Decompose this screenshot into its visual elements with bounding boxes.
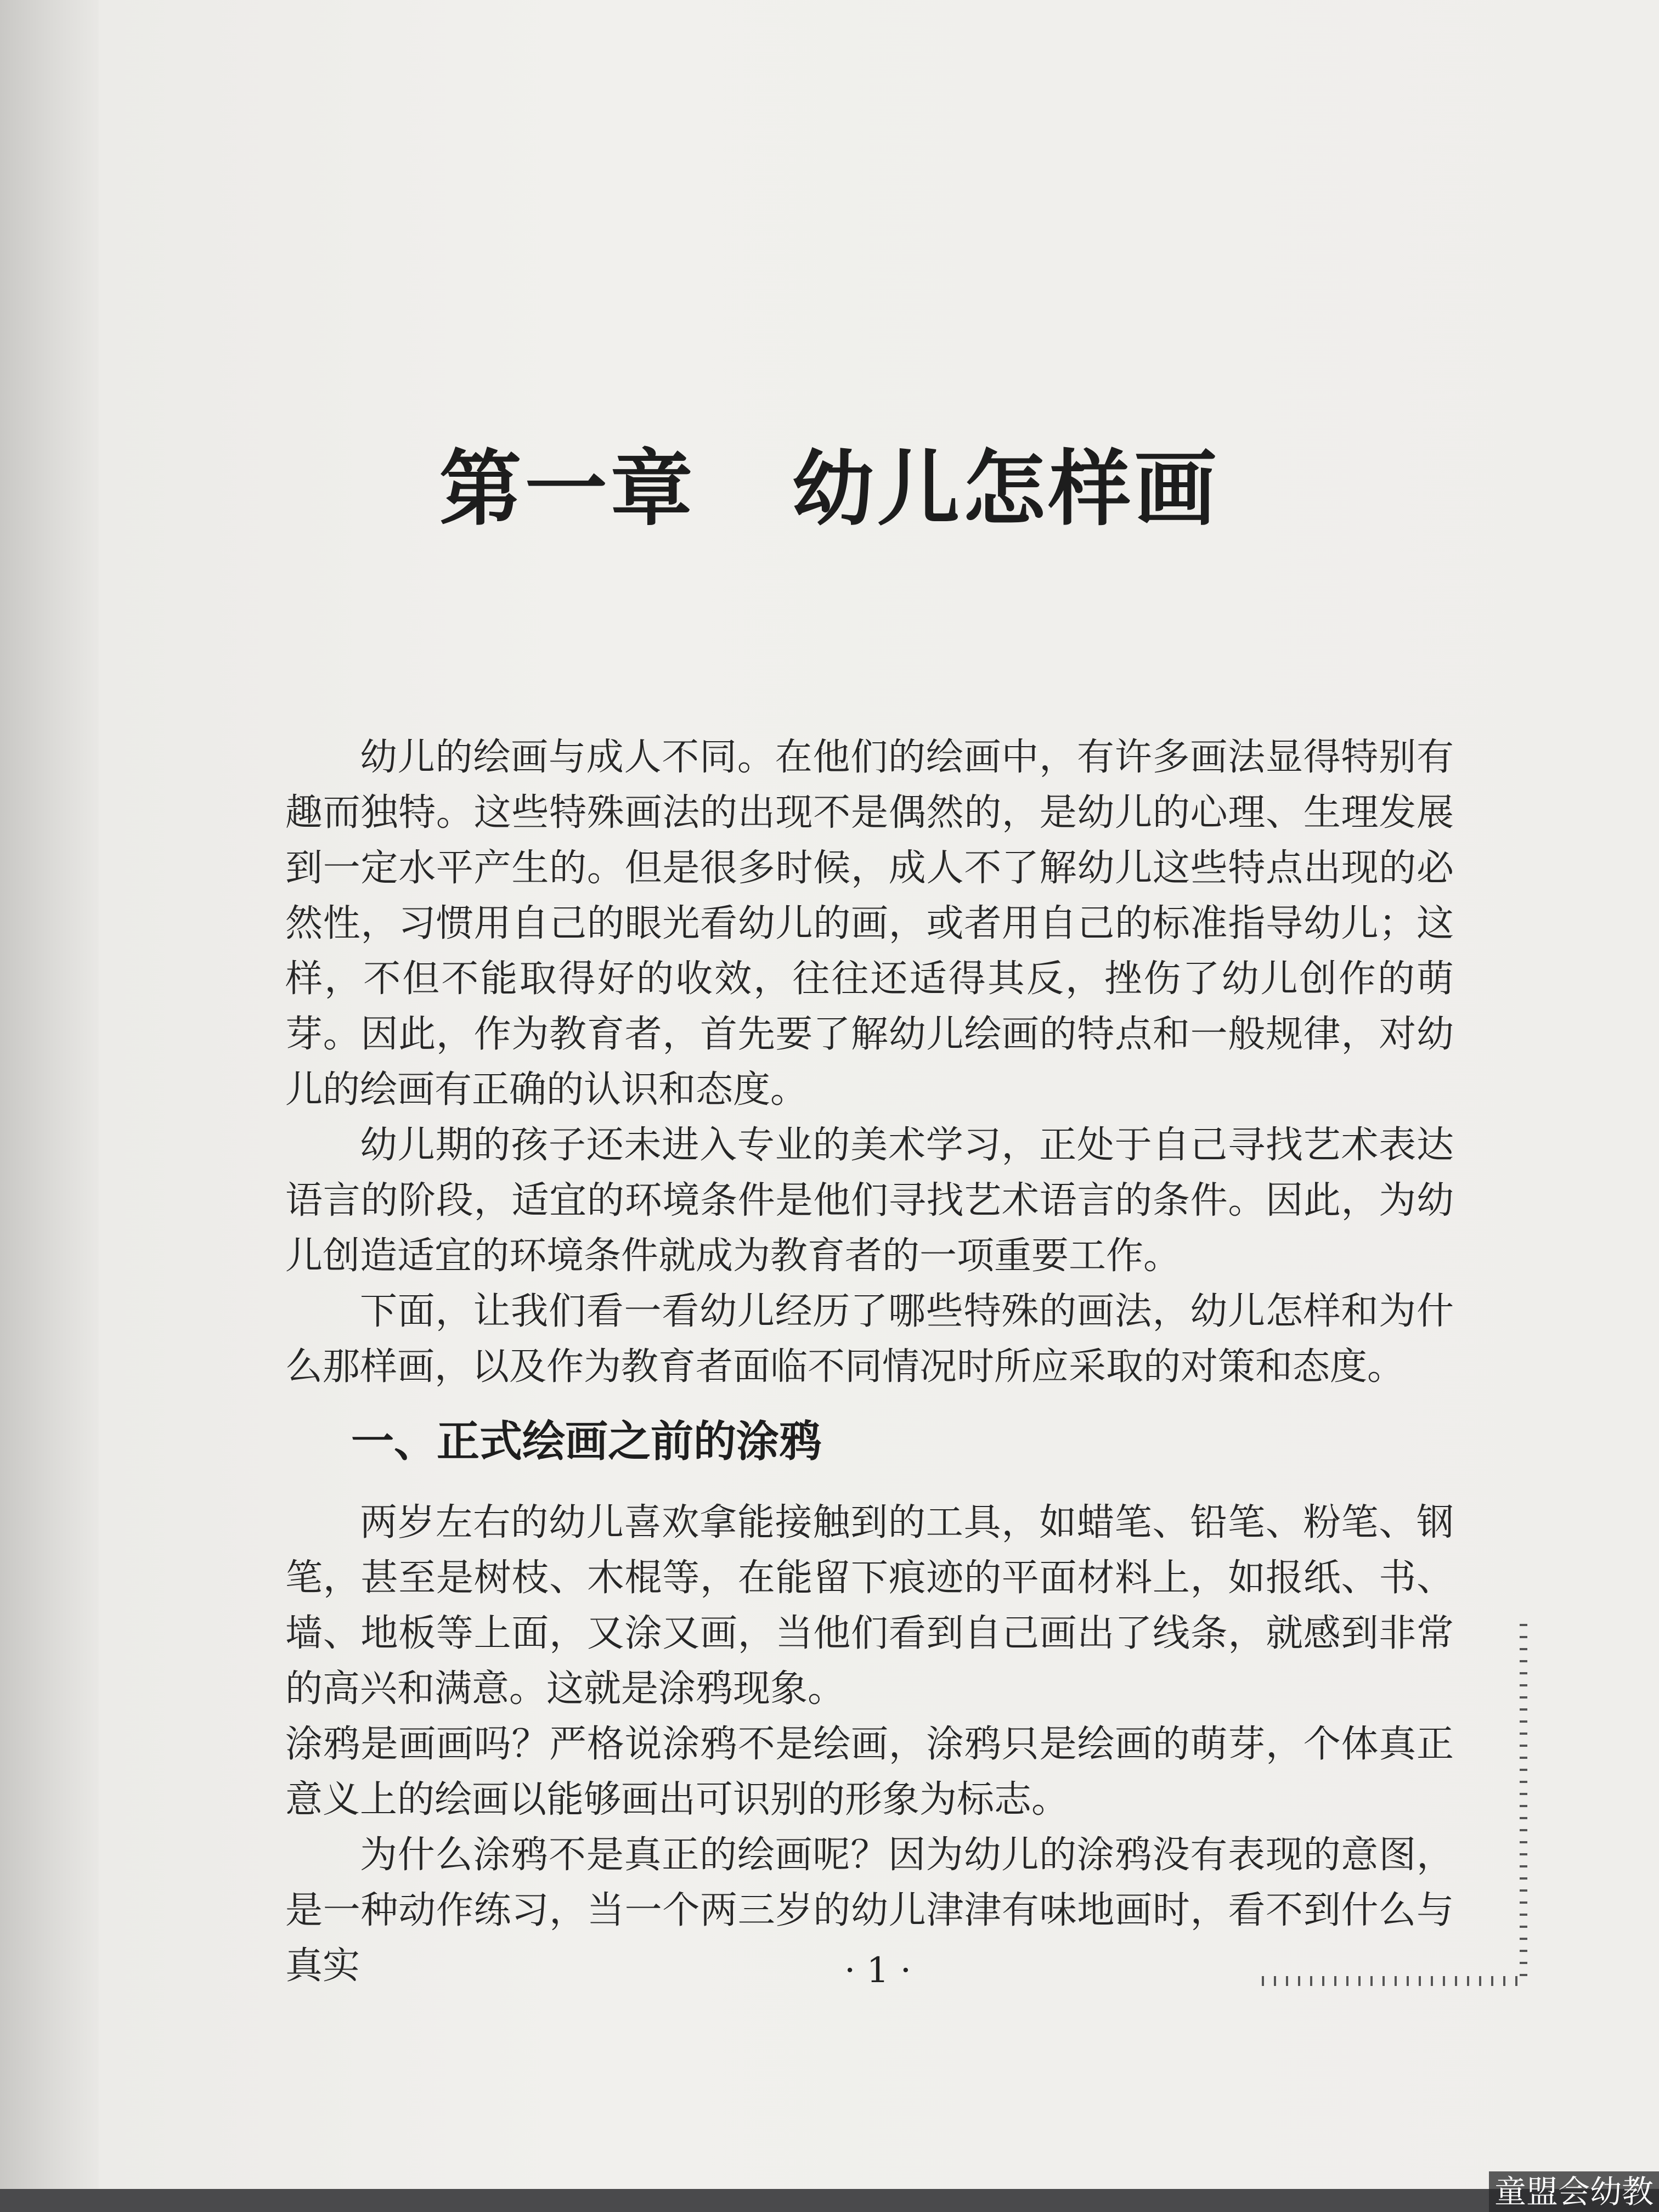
page-number: · 1 · [844,1950,912,1991]
book-spine-shadow [0,0,99,2212]
section-heading: 一、正式绘画之前的涂鸦 [351,1417,822,1466]
watermark-text: 童盟会幼教 [1489,2171,1659,2212]
ruler-marks-horizontal [1262,1976,1527,1986]
chapter-title: 第一章 幼儿怎样画 [439,441,1220,537]
section-paragraph-1: 两岁左右的幼儿喜欢拿能接触到的工具，如蜡笔、铅笔、粉笔、钢笔，甚至是树枝、木棍等，在能留下痕迹的平面材料上，如报纸、书、墙、地板等上面，又涂又画，当他们看到自己画出了线条，就感到非常的高兴和满意。这就是涂鸦现象。 [285,1501,1454,1711]
intro-paragraph-3: 下面，让我们看一看幼儿经历了哪些特殊的画法，幼儿怎样和为什么那样画，以及作为教育者面临不同情况时所应采取的对策和态度。 [285,1290,1454,1389]
bottom-edge [0,2189,1659,2212]
section-paragraph-3: 为什么涂鸦不是真正的绘画呢？因为幼儿的涂鸦没有表现的意图，是一种动作练习，当一个两三岁的幼儿津津有味地画时，看不到什么与真实 [285,1833,1454,1988]
intro-paragraph-2: 幼儿期的孩子还未进入专业的美术学习，正处于自己寻找艺术表达语言的阶段，适宜的环境条件是他们寻找艺术语言的条件。因此，为幼儿创造适宜的环境条件就成为教育者的一项重要工作。 [285,1124,1454,1278]
ruler-marks-vertical [1520,1624,1527,1986]
intro-paragraph-1: 幼儿的绘画与成人不同。在他们的绘画中，有许多画法显得特别有趣而独特。这些特殊画法的出现不是偶然的，是幼儿的心理、生理发展到一定水平产生的。但是很多时候，成人不了解幼儿这些特点出现的必然性，习惯用自己的眼光看幼儿的画，或者用自己的标准指导幼儿；这样，不但不能取得好的收效，往往还适得其反，挫伤了幼儿创作的萌芽。因此，作为教育者，首先要了解幼儿绘画的特点和一般规律，对幼儿的绘画有正确的认识和态度。 [285,736,1454,1111]
section-paragraph-2: 涂鸦是画画吗？严格说涂鸦不是绘画，涂鸦只是绘画的萌芽，个体真正意义上的绘画以能够画出可识别的形象为标志。 [285,1723,1454,1821]
section-text [285,1495,1454,1994]
intro-text [285,730,1454,1395]
